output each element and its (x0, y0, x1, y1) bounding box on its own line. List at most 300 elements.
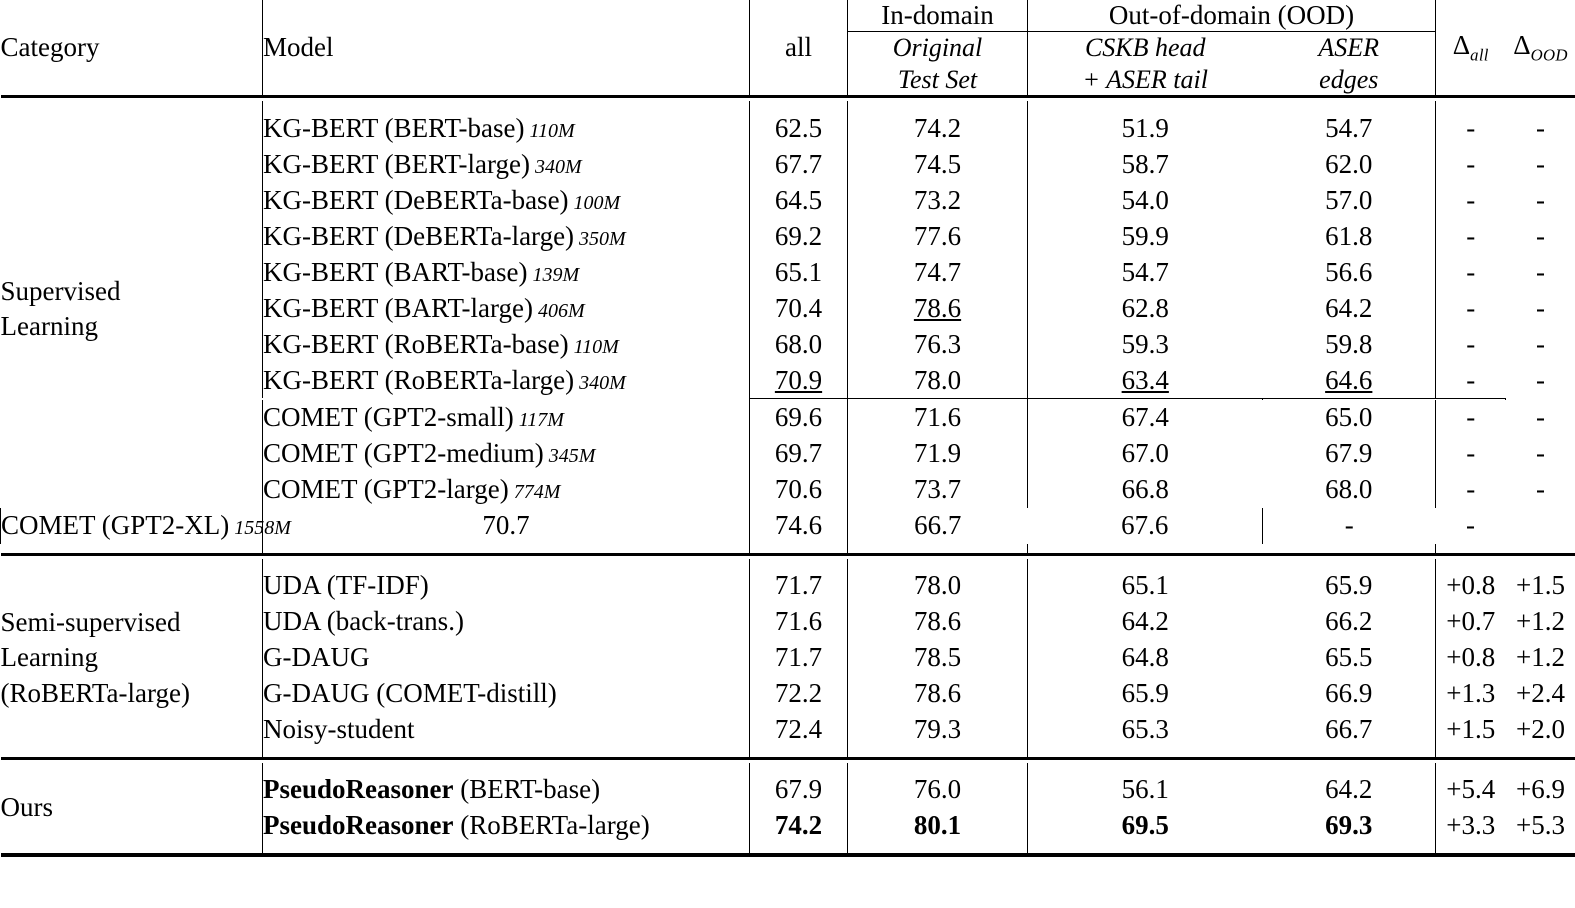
score-cskb-head-aser-tail (1028, 110, 1263, 146)
cell-value: +1.2 (1516, 606, 1565, 637)
model-params: 340M (579, 371, 626, 394)
model-cell (263, 110, 750, 146)
model-name: KG-BERT (DeBERTa-base) (263, 184, 569, 215)
score-original-test-set (848, 218, 1028, 254)
delta-ood-value (1506, 326, 1575, 362)
spacer-row (1, 763, 1575, 772)
score-original-test-set (848, 436, 1028, 472)
model-cell (263, 290, 750, 326)
score-cskb-head-aser-tail (1028, 808, 1263, 844)
cell-value: 67.9 (1325, 438, 1373, 469)
score-original-test-set (848, 676, 1028, 712)
cell-value: 73.2 (913, 184, 962, 215)
score-aser-edges (1263, 808, 1436, 844)
model-cell (263, 326, 750, 362)
cell-value: 79.3 (913, 714, 962, 745)
cell-value: 66.7 (1325, 714, 1373, 745)
delta-ood-value (1506, 110, 1575, 146)
spacer-row (1, 748, 1575, 759)
header-cskb-line1: CSKB head (1028, 32, 1263, 64)
cell-value: 64.5 (774, 184, 823, 215)
model-name-bold: PseudoReasoner (263, 774, 454, 805)
cell-value: +6.9 (1516, 774, 1565, 805)
cell-value: 65.3 (1121, 714, 1169, 745)
score-all (750, 146, 848, 182)
model-params: 110M (529, 119, 575, 142)
model-cell (263, 568, 750, 604)
delta-all-value (1436, 326, 1506, 362)
delta-all-value (1436, 218, 1506, 254)
cell-value: 65.1 (774, 256, 823, 287)
model-cell (1, 508, 291, 544)
score-aser-edges (1028, 508, 1263, 544)
cell-value: 69.3 (1325, 810, 1373, 841)
cell-value: - (1466, 438, 1476, 469)
cell-value: - (1466, 256, 1476, 287)
cell-value: 62.8 (1121, 292, 1169, 323)
score-cskb-head-aser-tail (1028, 146, 1263, 182)
model-params: 117M (518, 409, 564, 432)
score-original-test-set (848, 712, 1028, 748)
cell-value: 57.0 (1325, 184, 1373, 215)
delta-all-value (1436, 676, 1506, 712)
cell-value: 78.0 (913, 570, 962, 601)
delta-all-value (1436, 568, 1506, 604)
model-cell (263, 676, 750, 712)
cell-value: - (1536, 292, 1546, 323)
header-original-line2: Test Set (848, 64, 1028, 97)
score-original-test-set (848, 362, 1028, 398)
delta-all-value (1436, 472, 1506, 508)
score-aser-edges (1263, 218, 1436, 254)
header-delta-ood (1506, 0, 1575, 97)
cell-value: 59.8 (1325, 328, 1373, 359)
model-name: COMET (GPT2-small) (263, 402, 514, 433)
cell-value: 70.4 (774, 292, 823, 323)
score-all (750, 676, 848, 712)
category-line: Ours (0, 792, 53, 823)
cell-value: 67.6 (1121, 510, 1169, 541)
cell-value: 64.2 (1121, 606, 1169, 637)
score-original-test-set (848, 326, 1028, 362)
cell-value: 56.1 (1121, 774, 1169, 805)
cell-value: - (1536, 148, 1546, 179)
delta-ood-value (1506, 254, 1575, 290)
score-all (750, 218, 848, 254)
cell-value: +2.4 (1516, 678, 1565, 709)
score-all (750, 436, 848, 472)
delta-all-value (1436, 772, 1506, 808)
cell-value: - (1536, 112, 1546, 143)
cell-value: 66.9 (1325, 678, 1373, 709)
delta-all-value (1436, 290, 1506, 326)
delta-ood-symbol: Δ (1513, 30, 1531, 61)
cell-value: 58.7 (1121, 148, 1169, 179)
cell-value: 64.2 (1325, 774, 1373, 805)
cell-value: +3.3 (1446, 810, 1496, 841)
cell-value: 62.5 (774, 112, 823, 143)
model-cell (263, 146, 750, 182)
header-delta-all (1436, 0, 1506, 97)
model-name: KG-BERT (RoBERTa-base) (263, 328, 569, 359)
cell-value: 78.6 (913, 678, 962, 709)
header-aser-line2: edges (1319, 64, 1379, 94)
score-original-test-set (848, 400, 1028, 436)
model-cell (263, 400, 750, 436)
model-name: KG-BERT (BART-large) (263, 292, 533, 323)
model-name: UDA (back-trans.) (263, 606, 464, 637)
delta-ood-value (1506, 808, 1575, 844)
category-line: Learning (0, 642, 98, 673)
score-aser-edges (1263, 254, 1436, 290)
cell-value: 78.0 (913, 364, 962, 395)
cell-value: 78.5 (913, 642, 962, 673)
cell-value: - (1536, 256, 1546, 287)
delta-ood-value (1506, 362, 1575, 398)
score-aser-edges (1263, 604, 1436, 640)
delta-ood-subscript: OOD (1530, 45, 1568, 65)
cell-value: - (1466, 510, 1476, 541)
score-all (750, 604, 848, 640)
score-aser-edges (1263, 772, 1436, 808)
score-aser-edges (1263, 146, 1436, 182)
cell-value: 69.6 (774, 402, 823, 433)
model-name: KG-BERT (DeBERTa-large) (263, 220, 575, 251)
delta-ood-value (1506, 290, 1575, 326)
score-aser-edges (1263, 326, 1436, 362)
cell-value: 59.9 (1121, 220, 1169, 251)
cell-value: 70.9 (774, 364, 823, 395)
model-name: COMET (GPT2-medium) (263, 438, 544, 469)
delta-all-value (1436, 110, 1506, 146)
cell-value: 72.2 (774, 678, 823, 709)
delta-all-value (1436, 254, 1506, 290)
cell-value: 64.8 (1121, 642, 1169, 673)
cell-value: 63.4 (1121, 364, 1169, 395)
cell-value: 74.6 (774, 510, 823, 541)
cell-value: - (1466, 148, 1476, 179)
score-aser-edges (1263, 568, 1436, 604)
cell-value: 74.2 (774, 810, 823, 841)
table-bottom-rule (1, 855, 1575, 861)
score-original-test-set (848, 254, 1028, 290)
category-cell (1, 772, 263, 844)
category-line: Supervised (0, 275, 121, 306)
cell-value: 56.6 (1325, 256, 1373, 287)
cell-value: 67.4 (1121, 402, 1169, 433)
score-cskb-head-aser-tail (1028, 640, 1263, 676)
cell-value: 67.0 (1121, 438, 1169, 469)
cell-value: - (1466, 402, 1476, 433)
score-all (750, 362, 848, 398)
header-all: all (750, 0, 848, 97)
cell-value: 74.2 (913, 112, 962, 143)
header-original-line1: Original (848, 32, 1028, 64)
delta-ood-value (1506, 436, 1575, 472)
model-name: KG-BERT (BART-base) (263, 256, 528, 287)
cell-value: - (1536, 474, 1546, 505)
model-name: G-DAUG (263, 642, 370, 673)
cell-value: 68.0 (1325, 474, 1373, 505)
table-row (1, 772, 1575, 808)
model-cell (263, 604, 750, 640)
score-cskb-head-aser-tail (1028, 436, 1263, 472)
cell-value: 61.8 (1325, 220, 1373, 251)
score-cskb-head-aser-tail (1028, 290, 1263, 326)
header-group-in-domain: In-domain (848, 0, 1028, 32)
model-name: (BERT-base) (453, 774, 601, 805)
delta-ood-value (1506, 182, 1575, 218)
model-cell (263, 254, 750, 290)
cell-value: +1.2 (1516, 642, 1565, 673)
score-all (263, 508, 750, 544)
model-cell (263, 362, 750, 398)
spacer-row (1, 844, 1575, 855)
model-name: UDA (TF-IDF) (263, 570, 429, 601)
model-cell (263, 182, 750, 218)
model-cell (263, 472, 750, 508)
cell-value: 74.5 (913, 148, 962, 179)
category-cell (1, 568, 263, 748)
score-original-test-set (848, 290, 1028, 326)
cell-value: +1.5 (1516, 570, 1565, 601)
delta-ood-value (1506, 772, 1575, 808)
header-aser-line1: ASER (1318, 33, 1380, 62)
table-body (1, 97, 1575, 861)
cell-value: 69.2 (774, 220, 823, 251)
header-group-row (1, 0, 1575, 32)
delta-ood-value (1506, 472, 1575, 508)
cell-value: 74.7 (913, 256, 962, 287)
cell-value: - (1536, 364, 1546, 395)
cell-value: 68.0 (774, 328, 823, 359)
cell-value: 76.0 (913, 774, 962, 805)
cell-value: 77.6 (913, 220, 962, 251)
delta-all-value (1436, 808, 1506, 844)
cell-value: +2.0 (1516, 714, 1565, 745)
delta-all-value (1436, 400, 1506, 436)
cell-value: - (1536, 220, 1546, 251)
delta-ood-value (1506, 568, 1575, 604)
score-aser-edges (1263, 362, 1436, 398)
score-original-test-set (848, 604, 1028, 640)
cell-value: 64.2 (1325, 292, 1373, 323)
delta-ood-value (1506, 146, 1575, 182)
category-line: Semi-supervised (0, 606, 181, 637)
model-cell (263, 772, 750, 808)
cell-value: +0.8 (1446, 642, 1496, 673)
score-original-test-set (848, 640, 1028, 676)
header-group-ood: Out-of-domain (OOD) (1028, 0, 1436, 32)
score-original-test-set (848, 146, 1028, 182)
delta-ood-value (1506, 712, 1575, 748)
cell-value: 69.5 (1121, 810, 1169, 841)
cell-value: +0.8 (1446, 570, 1496, 601)
cell-value: +1.5 (1446, 714, 1496, 745)
model-cell (263, 218, 750, 254)
cell-value: 65.0 (1325, 402, 1373, 433)
delta-ood-value (1506, 400, 1575, 436)
cell-value: 62.0 (1325, 148, 1373, 179)
model-cell (263, 712, 750, 748)
delta-ood-value (1506, 676, 1575, 712)
cell-value: 76.3 (913, 328, 962, 359)
cell-value: 59.3 (1121, 328, 1169, 359)
score-cskb-head-aser-tail (1028, 218, 1263, 254)
model-cell (263, 436, 750, 472)
score-cskb-head-aser-tail (1028, 362, 1263, 398)
header-cskb-line2: + ASER tail (1028, 64, 1263, 97)
score-cskb-head-aser-tail (1028, 326, 1263, 362)
score-all (750, 472, 848, 508)
cell-value: 71.7 (774, 642, 823, 673)
score-all (750, 772, 848, 808)
score-original-test-set (848, 472, 1028, 508)
score-aser-edges (1263, 290, 1436, 326)
cell-value: 69.7 (774, 438, 823, 469)
model-params: 345M (548, 445, 596, 468)
cell-value: - (1466, 364, 1476, 395)
cell-value: 71.7 (774, 570, 823, 601)
model-params: 406M (538, 299, 585, 322)
score-all (750, 110, 848, 146)
cell-value: 67.7 (774, 148, 823, 179)
model-name: KG-BERT (BERT-base) (263, 112, 525, 143)
model-name-bold: PseudoReasoner (263, 810, 454, 841)
cell-value: 65.5 (1325, 642, 1373, 673)
delta-all-value (1263, 508, 1436, 544)
score-all (750, 254, 848, 290)
score-original-test-set (848, 772, 1028, 808)
model-name: G-DAUG (COMET-distill) (263, 678, 557, 709)
delta-all-value (1436, 640, 1506, 676)
cell-value: - (1466, 112, 1476, 143)
delta-all-symbol: Δ (1452, 30, 1471, 61)
delta-ood-value (1506, 218, 1575, 254)
model-name: COMET (GPT2-large) (263, 474, 509, 505)
delta-all-value (1436, 362, 1506, 398)
header-category: Category (0, 32, 100, 63)
score-cskb-head-aser-tail (1028, 254, 1263, 290)
cell-value: - (1536, 438, 1546, 469)
cell-value: 66.8 (1121, 474, 1169, 505)
score-original-test-set (848, 182, 1028, 218)
cell-value: 54.7 (1325, 112, 1373, 143)
model-params: 1558M (234, 517, 291, 540)
score-aser-edges (1263, 640, 1436, 676)
model-name: KG-BERT (RoBERTa-large) (263, 364, 575, 395)
cell-value: 51.9 (1121, 112, 1169, 143)
category-line: Learning (0, 311, 98, 342)
score-cskb-head-aser-tail (1028, 604, 1263, 640)
model-params: 340M (534, 155, 582, 178)
table-row (1, 568, 1575, 604)
spacer-row (1, 101, 1575, 110)
score-original-test-set (750, 508, 848, 544)
table-row (1, 110, 1575, 146)
score-aser-edges (1263, 110, 1436, 146)
cell-value: 78.6 (913, 292, 962, 323)
score-all (750, 182, 848, 218)
model-cell (263, 808, 750, 844)
cell-value: +1.3 (1446, 678, 1496, 709)
score-all (750, 712, 848, 748)
score-cskb-head-aser-tail (1028, 772, 1263, 808)
score-cskb-head-aser-tail (1028, 676, 1263, 712)
model-params: 350M (579, 227, 626, 250)
cell-value: 64.6 (1325, 364, 1373, 395)
score-all (750, 808, 848, 844)
delta-all-value (1436, 182, 1506, 218)
delta-all-value (1436, 712, 1506, 748)
model-name: (RoBERTa-large) (453, 810, 650, 841)
cell-value: +5.4 (1446, 774, 1496, 805)
cell-value: 66.2 (1325, 606, 1373, 637)
delta-all-subscript: all (1470, 45, 1489, 65)
score-aser-edges (1263, 472, 1436, 508)
score-original-test-set (848, 568, 1028, 604)
cell-value: +0.7 (1446, 606, 1496, 637)
delta-all-value (1436, 146, 1506, 182)
score-cskb-head-aser-tail (1028, 182, 1263, 218)
model-params: 774M (513, 481, 561, 504)
model-params: 110M (573, 335, 619, 358)
cell-value: - (1466, 292, 1476, 323)
cell-value: 65.9 (1325, 570, 1373, 601)
cell-value: +5.3 (1516, 810, 1565, 841)
model-params: 139M (532, 263, 580, 286)
cell-value: 67.9 (774, 774, 823, 805)
model-name: KG-BERT (BERT-large) (263, 148, 530, 179)
cell-value: 66.7 (914, 510, 962, 541)
score-all (750, 400, 848, 436)
cell-value: 65.1 (1121, 570, 1169, 601)
category-cell (1, 110, 263, 508)
score-original-test-set (848, 808, 1028, 844)
cell-value: 78.6 (913, 606, 962, 637)
header-model: Model (263, 0, 750, 97)
cell-value: - (1344, 510, 1354, 541)
score-aser-edges (1263, 712, 1436, 748)
score-aser-edges (1263, 400, 1436, 436)
cell-value: - (1466, 474, 1476, 505)
model-name: Noisy-student (263, 714, 415, 745)
cell-value: 70.7 (482, 510, 530, 541)
delta-all-value (1436, 436, 1506, 472)
model-name: COMET (GPT2-XL) (1, 510, 230, 541)
cell-value: 72.4 (774, 714, 823, 745)
score-all (750, 640, 848, 676)
cell-value: 71.9 (913, 438, 962, 469)
cell-value: 70.6 (774, 474, 823, 505)
model-params: 100M (573, 191, 621, 214)
cell-value: - (1536, 328, 1546, 359)
delta-ood-value (1506, 640, 1575, 676)
delta-ood-value (1506, 604, 1575, 640)
score-original-test-set (848, 110, 1028, 146)
category-line: (RoBERTa-large) (0, 677, 190, 708)
score-all (750, 568, 848, 604)
score-cskb-head-aser-tail (1028, 472, 1263, 508)
cell-value: 65.9 (1121, 678, 1169, 709)
score-cskb-head-aser-tail (1028, 712, 1263, 748)
model-cell (263, 640, 750, 676)
score-aser-edges (1263, 436, 1436, 472)
table-header (1, 0, 1575, 97)
cell-value: 54.7 (1121, 256, 1169, 287)
score-all (750, 290, 848, 326)
score-all (750, 326, 848, 362)
